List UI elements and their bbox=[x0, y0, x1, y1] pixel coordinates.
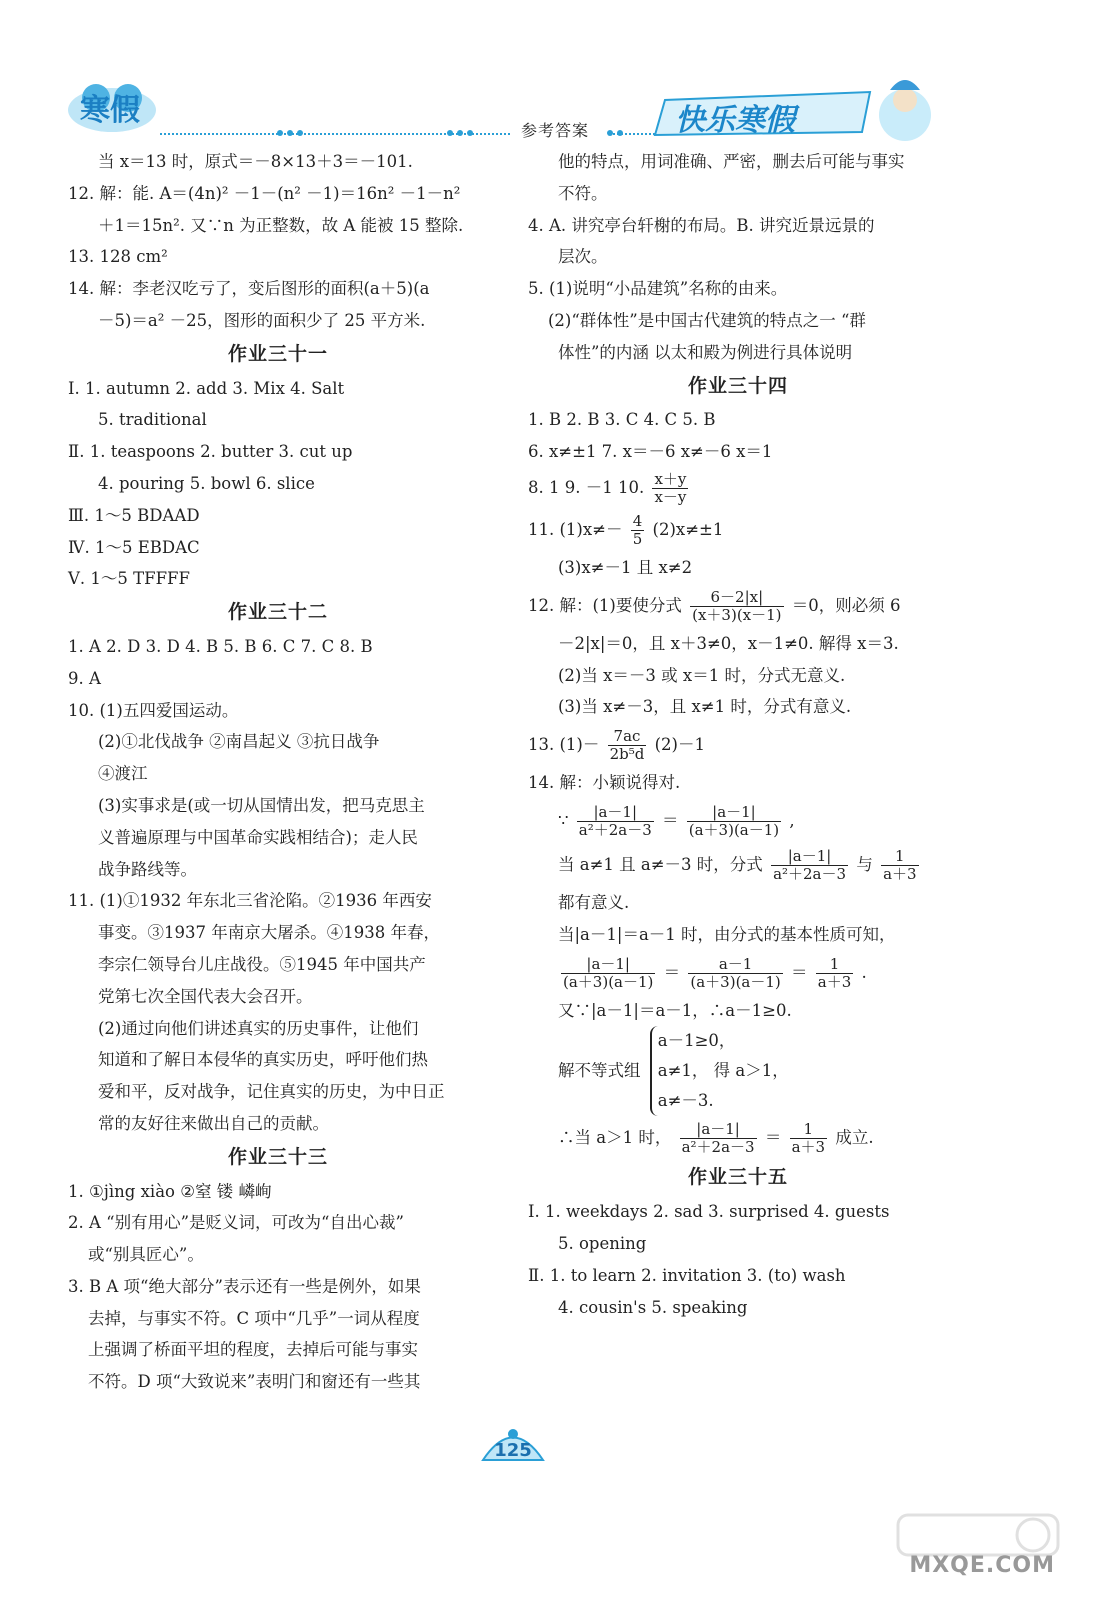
answer-text: ＝ bbox=[764, 1128, 782, 1148]
answer-line: 不符。 bbox=[558, 183, 608, 203]
fraction: $\frac{a-1}{(a+3)(a-1)}$ bbox=[690, 954, 781, 991]
section-heading: 作业三十二 bbox=[227, 601, 328, 624]
answer-line: 12. 解：能. A＝(4n)² －1－(n² －1)＝16n² －1－n² bbox=[68, 183, 461, 203]
answer-line: 5. traditional bbox=[98, 410, 207, 430]
answer-line: 9. A bbox=[68, 668, 101, 688]
answer-text: ＝ bbox=[662, 810, 679, 830]
answer-line: 或“别具匠心”。 bbox=[88, 1245, 204, 1265]
answer-line: 他的特点，用词准确、严密，删去后可能与事实 bbox=[558, 152, 905, 171]
fraction: $\frac{|a-1|}{\text{a²＋2a－3}}$ bbox=[578, 802, 652, 839]
answer-line: －5)＝a² －25，图形的面积少了 25 平方米. bbox=[98, 310, 426, 330]
fraction: $\frac{4}{5}$ bbox=[632, 511, 643, 548]
answer-line: 6. x≠±1 7. x＝－6 x≠－6 x＝1 bbox=[528, 442, 773, 462]
answer-line bbox=[528, 584, 948, 628]
answer-line: 又∵|a－1|＝a－1，∴a－1≥0. bbox=[558, 1000, 792, 1020]
fraction: $\frac{6-2|x|}{(x+3)(x-1)}$ bbox=[692, 587, 782, 624]
right-column bbox=[528, 146, 948, 1323]
watermark-text: MXQE.COM bbox=[909, 1553, 1055, 1578]
answer-text: 当 a≠1 且 a≠－3 时，分式 bbox=[558, 854, 763, 874]
answer-line: 4. A. 讲究亭台轩榭的布局。B. 讲究近景远景的 bbox=[528, 215, 875, 235]
section-heading: 作业三十三 bbox=[227, 1145, 328, 1168]
answer-text: (2)－1 bbox=[654, 735, 705, 755]
answer-line: 1. A 2. D 3. D 4. B 5. B 6. C 7. C 8. B bbox=[68, 636, 373, 656]
answer-line: 14. 解：李老汉吃亏了，变后图形的面积(a＋5)(a bbox=[68, 279, 430, 299]
answer-text: 12. 解：(1)要使分式 bbox=[528, 595, 682, 615]
answer-line: (2)“群体性”是中国古代建筑的特点之一 “群 bbox=[548, 310, 866, 330]
answer-line: 不符。D 项“大致说来”表明门和窗还有一些其 bbox=[88, 1372, 421, 1392]
answer-line: 4. cousin's 5. speaking bbox=[558, 1297, 748, 1317]
answer-line: 当|a－1|＝a－1 时，由分式的基本性质可知， bbox=[558, 924, 896, 944]
answer-line: Ⅱ. 1. to learn 2. invitation 3. (to) wash bbox=[528, 1265, 846, 1285]
answer-line: (3)x≠－1 且 x≠2 bbox=[558, 557, 693, 577]
answer-line: 层次。 bbox=[558, 247, 608, 267]
answer-line: 爱和平，反对战争，记住真实的历史，为中日正 bbox=[98, 1082, 445, 1102]
fraction: $\frac{1}{a+3}$ bbox=[791, 1120, 826, 1157]
answer-line bbox=[528, 723, 948, 767]
answer-line: (3)当 x≠－3，且 x≠1 时，分式有意义. bbox=[558, 697, 852, 717]
answer-line: Ⅳ. 1～5 EBDAC bbox=[68, 537, 200, 557]
answer-text: 与 bbox=[856, 854, 873, 874]
answer-text: 成立. bbox=[835, 1128, 874, 1148]
answer-text: ＝ bbox=[663, 962, 681, 982]
answer-line: 义普遍原理与中国革命实践相结合)；走人民 bbox=[98, 827, 418, 847]
answer-line: ＋1＝15n². 又∵n 为正整数，故 A 能被 15 整除. bbox=[98, 215, 464, 235]
answer-line bbox=[528, 1026, 948, 1116]
answer-line: (3)实事求是(或一切从国情出发，把马克思主 bbox=[98, 795, 425, 815]
answer-line: 3. B A 项“绝大部分”表示还有一些是例外，如果 bbox=[68, 1276, 421, 1296]
fraction: $\frac{1}{a+3}$ bbox=[883, 846, 917, 883]
svg-text:快乐寒假: 快乐寒假 bbox=[675, 103, 795, 138]
answer-text: , bbox=[789, 810, 795, 830]
inequality-system: a－1≥0， a≠1， 得 a＞1， a≠－3. bbox=[650, 1026, 789, 1116]
answer-line: 李宗仁领导台儿庄战役。⑤1945 年中国共产 bbox=[98, 954, 426, 974]
answer-text: ＝ bbox=[791, 962, 808, 982]
section-heading: 作业三十四 bbox=[687, 374, 788, 397]
answer-text: ∴当 a＞1 时， bbox=[558, 1128, 672, 1148]
page-number-badge bbox=[478, 1420, 548, 1466]
answer-line bbox=[528, 843, 948, 887]
banner-icon bbox=[655, 80, 931, 141]
answer-line: Ⅰ. 1. autumn 2. add 3. Mix 4. Salt bbox=[68, 378, 345, 398]
answer-line: 13. 128 cm² bbox=[68, 247, 168, 267]
fraction: $\frac{x+y}{x-y}$ bbox=[654, 469, 687, 506]
answer-text: ∵ bbox=[558, 810, 569, 830]
answer-line: 上强调了桥面平坦的程度，去掉后可能与事实 bbox=[88, 1340, 418, 1360]
answer-text: 8. 1 9. －1 10. bbox=[528, 477, 645, 497]
answer-text: 解不等式组 bbox=[558, 1061, 641, 1081]
section-heading: 作业三十一 bbox=[227, 342, 328, 365]
header-rule-left bbox=[160, 133, 510, 135]
answer-line: (2)通过向他们讲述真实的历史事件，让他们 bbox=[98, 1018, 419, 1038]
answer-text: ＝0，则必须 6 bbox=[791, 595, 901, 615]
answer-line: Ⅱ. 1. teaspoons 2. butter 3. cut up bbox=[68, 442, 353, 462]
answer-line: 体性”的内涵 以太和殿为例进行具体说明 bbox=[558, 342, 853, 362]
header-rule-right bbox=[610, 133, 655, 135]
answer-line: 去掉，与事实不符。C 项中“几乎”一词从程度 bbox=[88, 1308, 420, 1328]
answer-line: 知道和了解日本侵华的真实历史，呼吁他们热 bbox=[98, 1050, 428, 1070]
answer-line: －2|x|＝0，且 x＋3≠0，x－1≠0. 解得 x＝3. bbox=[558, 633, 899, 653]
answer-line: ④渡江 bbox=[98, 764, 148, 784]
answer-line: 事变。③1937 年南京大屠杀。④1938 年春， bbox=[98, 923, 440, 943]
answer-line: Ⅲ. 1～5 BDAAD bbox=[68, 505, 200, 525]
answer-line: 2. A “别有用心”是贬义词，可改为“自出心裁” bbox=[68, 1213, 404, 1233]
answer-line: 党第七次全国代表大会召开。 bbox=[98, 986, 313, 1006]
answer-line: 战争路线等。 bbox=[98, 859, 197, 879]
fraction: $\frac{|a-1|}{\text{a²＋2a－3}}$ bbox=[681, 1120, 755, 1157]
fraction: $\frac{1}{a+3}$ bbox=[817, 954, 852, 991]
page-number: 125 bbox=[494, 1440, 532, 1461]
section-heading: 作业三十五 bbox=[687, 1166, 788, 1189]
answer-line: 1. B 2. B 3. C 4. C 5. B bbox=[528, 410, 716, 430]
answer-line: 14. 解：小颖说得对. bbox=[528, 773, 681, 793]
fraction: $\frac{7ac}{\text{2b⁵d}}$ bbox=[609, 727, 645, 764]
answer-line: 常的友好往来做出自己的贡献。 bbox=[98, 1113, 329, 1133]
answer-line: (2)①北伐战争 ②南昌起义 ③抗日战争 bbox=[98, 732, 380, 752]
answer-line: Ⅰ. 1. weekdays 2. sad 3. surprised 4. guests bbox=[528, 1202, 890, 1222]
left-column bbox=[68, 146, 488, 1398]
fraction: $\frac{|a-1|}{(a+3)(a-1)}$ bbox=[563, 954, 654, 991]
answer-line: 5. (1)说明“小品建筑”名称的由来。 bbox=[528, 279, 788, 299]
answer-line: 5. opening bbox=[558, 1233, 647, 1253]
answer-text: . bbox=[861, 962, 867, 982]
answer-line bbox=[528, 1116, 948, 1160]
answer-line: 当 x＝13 时，原式＝－8×13＋3＝－101. bbox=[98, 152, 413, 171]
fraction: $\frac{|a-1|}{\text{a²＋2a－3}}$ bbox=[773, 846, 847, 883]
snow-logo-icon bbox=[68, 84, 156, 132]
answer-line bbox=[528, 468, 948, 508]
answer-line: (2)当 x＝－3 或 x＝1 时，分式无意义. bbox=[558, 665, 846, 685]
fraction: $\frac{|a-1|}{(a+3)(a-1)}$ bbox=[688, 802, 780, 839]
answer-line: 10. (1)五四爱国运动。 bbox=[68, 700, 239, 720]
answer-line bbox=[528, 951, 948, 995]
answer-line: 1. ①jìng xiào ②窒 镂 嶙峋 bbox=[68, 1181, 272, 1201]
answer-line bbox=[528, 508, 948, 552]
answer-text: (2)x≠±1 bbox=[652, 519, 724, 539]
answer-text: 11. (1)x≠－ bbox=[528, 519, 623, 539]
answer-line: 4. pouring 5. bowl 6. slice bbox=[98, 473, 315, 493]
answer-line: 都有意义. bbox=[558, 892, 630, 912]
header-title: 参考答案 bbox=[521, 121, 590, 140]
answer-line: Ⅴ. 1～5 TFFFF bbox=[68, 569, 190, 589]
answer-text: 13. (1)－ bbox=[528, 735, 600, 755]
page-header bbox=[0, 0, 1093, 150]
answer-line bbox=[528, 799, 948, 843]
answer-line: 11. (1)①1932 年东北三省沦陷。②1936 年西安 bbox=[68, 891, 432, 911]
svg-text:寒假: 寒假 bbox=[80, 93, 140, 128]
